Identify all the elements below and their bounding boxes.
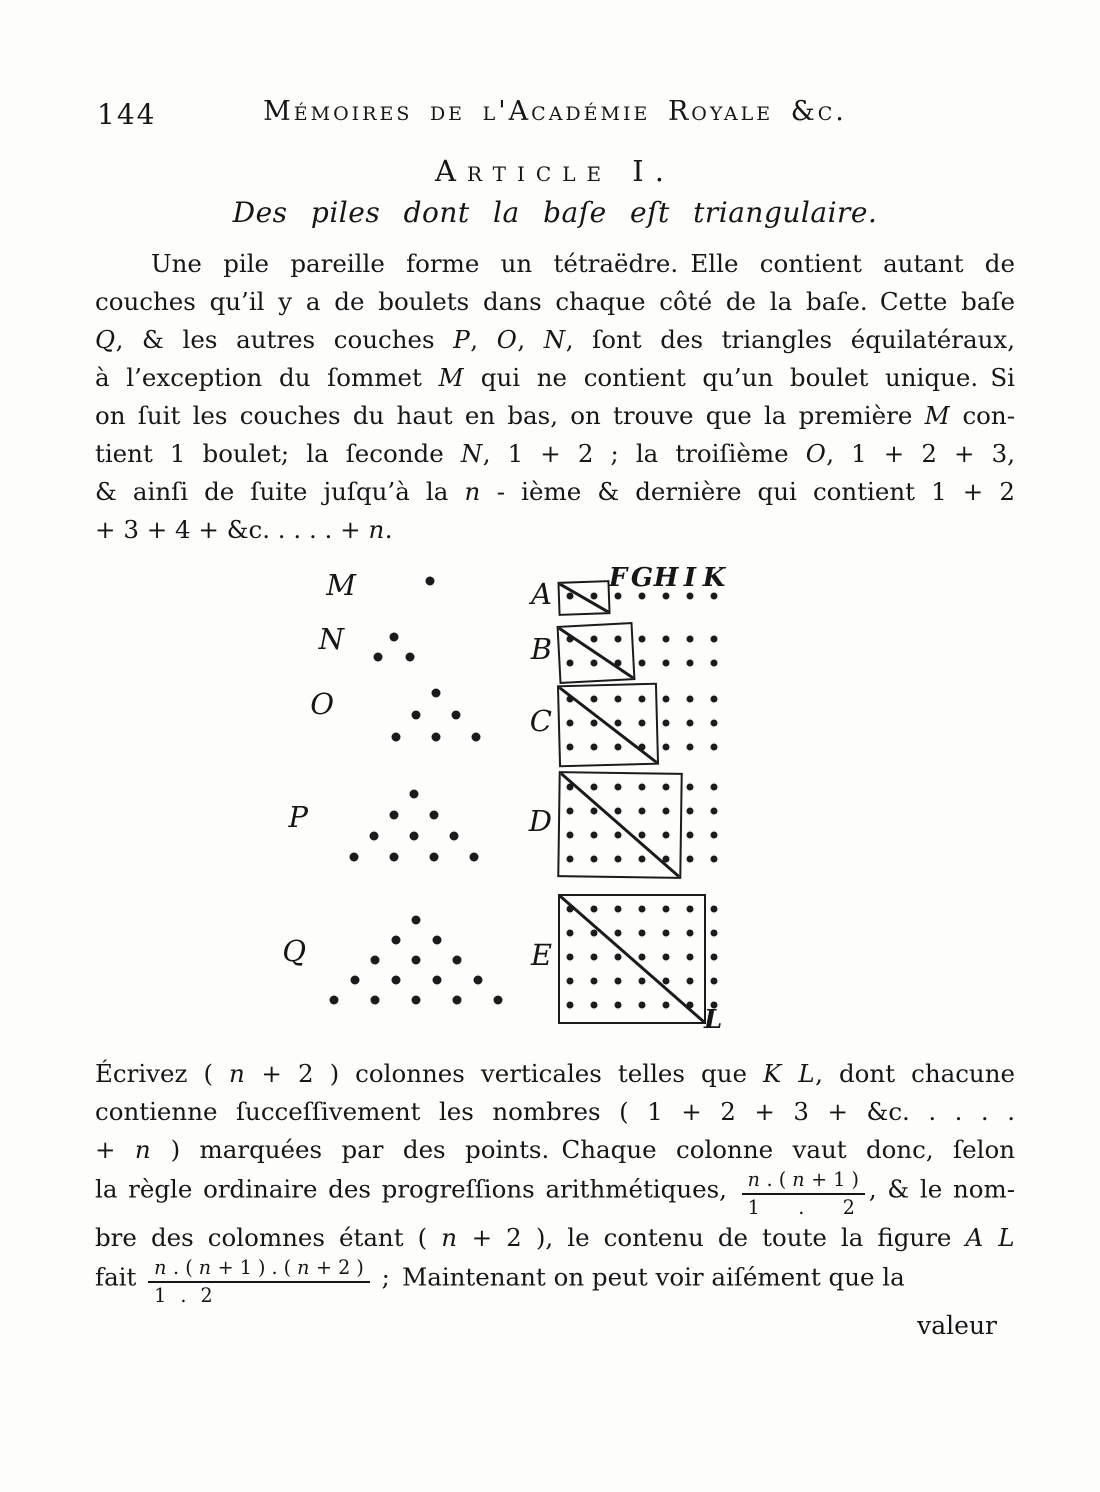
pile-dot: [391, 936, 400, 945]
pile-dot: [432, 976, 441, 985]
pile-dot: [410, 790, 419, 799]
grid-dot: [711, 696, 718, 703]
grid-dot: [615, 930, 622, 937]
band-label: C: [529, 704, 552, 738]
grid-dot: [687, 696, 694, 703]
grid-dot: [615, 593, 622, 600]
grid-dot: [615, 636, 622, 643]
text-line: Écrivez ( n + 2 ) colonnes verticales telles que K L, dont chacune: [95, 1059, 1015, 1088]
grid-dot: [615, 744, 622, 751]
pile-dot: [473, 976, 482, 985]
pile-dot: [450, 832, 459, 841]
grid-dot: [687, 744, 694, 751]
grid-dot: [567, 954, 574, 961]
grid-dot: [567, 832, 574, 839]
pile-label: N: [318, 622, 344, 656]
pile-dot: [453, 956, 462, 965]
grid-dot: [615, 696, 622, 703]
grid-dot: [591, 784, 598, 791]
grid-dot: [687, 720, 694, 727]
pile-dot: [390, 811, 399, 820]
grid-dot: [639, 744, 646, 751]
grid-dot: [687, 832, 694, 839]
grid-dot: [567, 744, 574, 751]
band-label: E: [530, 938, 552, 972]
grid-dot: [591, 720, 598, 727]
grid-dot: [615, 978, 622, 985]
pile-dot: [432, 689, 441, 698]
band-label: A: [531, 577, 552, 611]
pile-dot: [452, 711, 461, 720]
grid-dot: [567, 808, 574, 815]
diagonal-line: [560, 896, 704, 1022]
paragraph-1: [95, 245, 1015, 549]
text-line: Q, & les autres couches P, O, N, ſont des triangles équilatéraux,: [95, 325, 1016, 354]
grid-dot: [639, 1002, 646, 1009]
grid-dot: [711, 784, 718, 791]
column-label: I: [683, 563, 697, 593]
inline-fraction: $\frac{n . ( n + 1 )}{1 . 2}$: [742, 1169, 865, 1219]
text-line: contienne ſucceſſivement les nombres ( 1 + 2 + 3 + &c. . . . .: [95, 1097, 1015, 1126]
grid-dot: [711, 720, 718, 727]
grid-dot: [663, 784, 670, 791]
grid-dot: [663, 593, 670, 600]
page-number: 144: [97, 98, 157, 131]
grid-dot: [591, 1002, 598, 1009]
grid-dot: [591, 636, 598, 643]
grid-dot: [687, 856, 694, 863]
text-line: + 3 + 4 + &c. . . . . + n.: [95, 515, 393, 544]
grid-dot: [639, 636, 646, 643]
grid-dot: [639, 978, 646, 985]
pile-dot: [330, 996, 339, 1005]
column-label: K: [702, 563, 726, 593]
grid-dot: [711, 930, 718, 937]
text-line: bre des colomnes étant ( n + 2 ), le contenu de toute la figure A L: [95, 1222, 1015, 1252]
grid-dot: [711, 906, 718, 913]
grid-dot: [687, 930, 694, 937]
text-line: la règle ordinaire des progreſſions arithmétiques, $\frac{n . ( n + 1 )}{1 . 2}$ , & le nom-: [95, 1168, 1015, 1219]
pile-dot: [430, 811, 439, 820]
pile-dot: [412, 956, 421, 965]
column-label: F: [608, 563, 628, 593]
grid-dot: [663, 906, 670, 913]
grid-dot: [687, 593, 694, 600]
grid-dot: [687, 808, 694, 815]
grid-dot: [591, 978, 598, 985]
grid-dot: [591, 832, 598, 839]
grid-dot: [591, 660, 598, 667]
grid-dot: [567, 696, 574, 703]
grid-dot: [663, 930, 670, 937]
grid-dot: [591, 808, 598, 815]
grid-dot: [711, 954, 718, 961]
grid-dot: [663, 1002, 670, 1009]
grid-dot: [711, 856, 718, 863]
pile-dot: [430, 853, 439, 862]
grid-dot: [663, 954, 670, 961]
pile-dot: [470, 853, 479, 862]
pile-dot: [371, 996, 380, 1005]
grid-dot: [687, 954, 694, 961]
grid-dot: [591, 696, 598, 703]
page-header: [95, 96, 1015, 138]
grid-dot: [711, 832, 718, 839]
grid-dot: [639, 856, 646, 863]
text-line: Une pile pareille forme un tétraëdre. Elle contient autant de: [151, 249, 1015, 278]
grid-dot: [711, 978, 718, 985]
pile-dot: [426, 577, 435, 586]
grid-dot: [591, 856, 598, 863]
inline-fraction: $\frac{n . ( n + 1 ) . ( n + 2 )}{1 . 2}$: [148, 1257, 370, 1307]
page-content: [95, 0, 1015, 1340]
pile-dot: [432, 733, 441, 742]
grid-dot: [639, 832, 646, 839]
text-line: + n ) marquées par des points. Chaque colonne vaut donc, ſelon: [95, 1135, 1015, 1164]
grid-dot: [615, 832, 622, 839]
grid-dot: [639, 784, 646, 791]
pile-dot: [410, 832, 419, 841]
pile-dot: [412, 711, 421, 720]
grid-dot: [567, 660, 574, 667]
band-box: [558, 894, 706, 1024]
grid-dot: [567, 593, 574, 600]
grid-dot: [663, 808, 670, 815]
pile-dot: [453, 996, 462, 1005]
grid-dot: [663, 636, 670, 643]
grid-dot: [591, 744, 598, 751]
grid-dot: [615, 808, 622, 815]
grid-dot: [639, 808, 646, 815]
grid-dot: [567, 906, 574, 913]
grid-dot: [687, 636, 694, 643]
corner-label: L: [704, 1005, 723, 1035]
pile-dot: [374, 653, 383, 662]
grid-dot: [591, 954, 598, 961]
pile-dot: [472, 733, 481, 742]
pile-label: Q: [282, 934, 306, 968]
column-label: H: [653, 563, 679, 593]
pile-label: M: [326, 568, 356, 602]
band-box: [557, 622, 636, 684]
grid-dot: [615, 720, 622, 727]
grid-dot: [639, 906, 646, 913]
grid-dot: [663, 832, 670, 839]
grid-dot: [567, 784, 574, 791]
grid-dot: [567, 636, 574, 643]
pile-dot: [390, 633, 399, 642]
grid-dot: [687, 978, 694, 985]
grid-dot: [567, 856, 574, 863]
pile-dot: [350, 853, 359, 862]
grid-dot: [663, 660, 670, 667]
grid-dot: [687, 660, 694, 667]
grid-dot: [615, 954, 622, 961]
pile-dot: [432, 936, 441, 945]
article-subtitle: Des piles dont la baſe eſt triangulaire.: [232, 196, 878, 229]
running-header: Mémoires de l'Académie Royale &c.: [263, 96, 847, 127]
grid-dot: [711, 808, 718, 815]
grid-dot: [615, 856, 622, 863]
pile-dot: [390, 853, 399, 862]
grid-dot: [567, 1002, 574, 1009]
pile-label: O: [310, 687, 334, 721]
grid-dot: [591, 593, 598, 600]
paragraph-2: [95, 1055, 1015, 1307]
pile-dot: [406, 653, 415, 662]
grid-dot: [663, 720, 670, 727]
grid-dot: [615, 784, 622, 791]
diagonal-line: [559, 624, 634, 682]
grid-dot: [639, 954, 646, 961]
grid-dot: [687, 906, 694, 913]
grid-dot: [591, 906, 598, 913]
text-line: & ainſi de ſuite juſqu’à la n - ième & dernière qui contient 1 + 2: [95, 477, 1015, 506]
grid-dot: [639, 930, 646, 937]
grid-dot: [639, 720, 646, 727]
grid-dot: [663, 856, 670, 863]
grid-dot: [639, 696, 646, 703]
pile-dot: [370, 832, 379, 841]
text-line: on ſuit les couches du haut en bas, on trouve que la première M con-: [95, 401, 1015, 430]
grid-dot: [687, 784, 694, 791]
grid-dot: [711, 593, 718, 600]
grid-dot: [711, 744, 718, 751]
grid-dot: [639, 593, 646, 600]
band-label: D: [528, 804, 552, 838]
pile-dot: [391, 976, 400, 985]
column-label: G: [630, 563, 654, 593]
text-line: couches qu’il y a de boulets dans chaque côté de la baſe. Cette baſe: [95, 287, 1015, 316]
grid-dot: [687, 1002, 694, 1009]
grid-dot: [591, 930, 598, 937]
pile-figure: [0, 557, 1100, 1045]
text-line: à l’exception du ſommet M qui ne contient qu’un boulet unique. Si: [95, 363, 1016, 392]
grid-dot: [711, 660, 718, 667]
grid-dot: [615, 660, 622, 667]
band-box: [557, 580, 610, 616]
grid-dot: [567, 930, 574, 937]
grid-dot: [639, 660, 646, 667]
pile-label: P: [288, 800, 308, 834]
catchword: valeur: [917, 1310, 997, 1340]
pile-dot: [412, 916, 421, 925]
pile-dot: [412, 996, 421, 1005]
pile-dot: [392, 733, 401, 742]
grid-dot: [711, 636, 718, 643]
grid-dot: [567, 720, 574, 727]
text-line: tient 1 boulet; la ſeconde N, 1 + 2 ; la troiſième O, 1 + 2 + 3,: [95, 439, 1016, 468]
grid-dot: [663, 978, 670, 985]
grid-dot: [615, 906, 622, 913]
pile-dot: [371, 956, 380, 965]
grid-dot: [663, 744, 670, 751]
text-line: fait $\frac{n . ( n + 1 ) . ( n + 2 )}{1 . 2}$ ; Maintenant on peut voir aiſément que la: [95, 1255, 905, 1307]
band-label: B: [530, 632, 552, 666]
grid-dot: [663, 696, 670, 703]
pile-dot: [494, 996, 503, 1005]
grid-dot: [567, 978, 574, 985]
grid-dot: [615, 1002, 622, 1009]
article-heading: Article I.: [435, 154, 675, 188]
pile-dot: [350, 976, 359, 985]
